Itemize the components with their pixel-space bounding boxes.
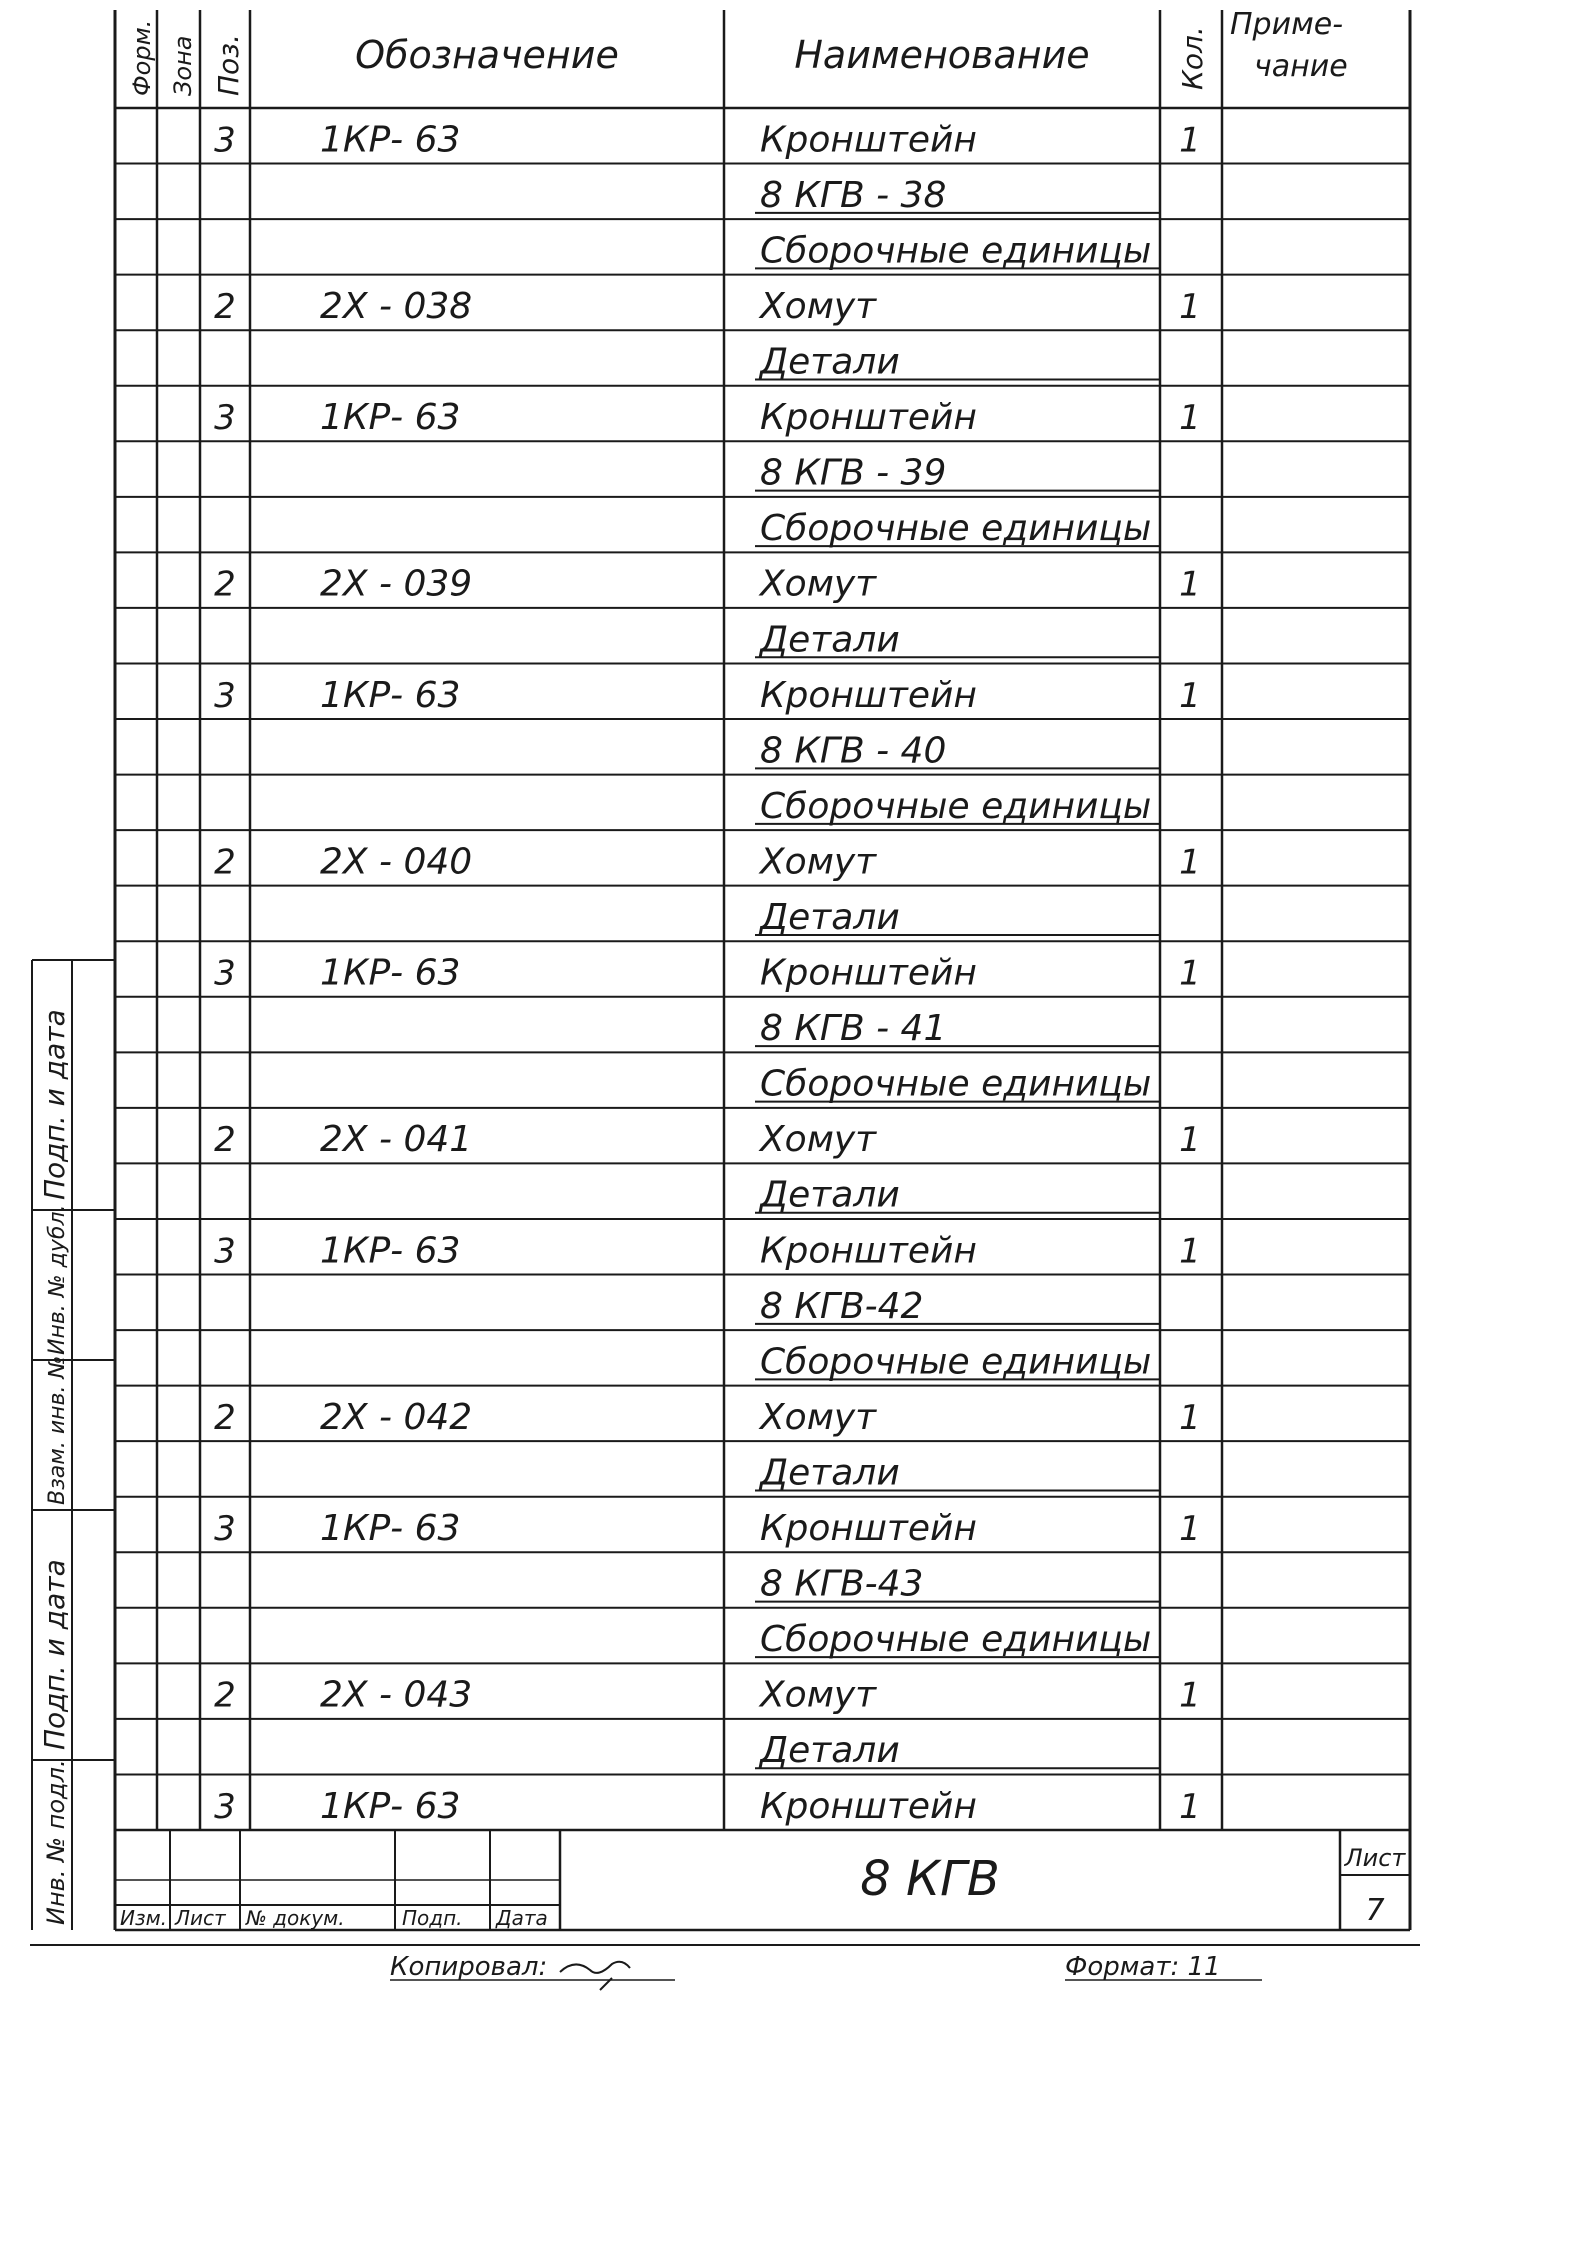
row-designation: 1КР- 63	[320, 119, 461, 161]
header-name: Наименование	[794, 33, 1090, 77]
table-row	[115, 775, 1410, 827]
row-pos: 3	[214, 1786, 236, 1827]
row-name: Сборочные единицы	[760, 508, 1152, 550]
column-lines	[157, 10, 1222, 1830]
header-format: Форм.	[128, 19, 156, 96]
row-name: 8 КГВ - 40	[760, 730, 947, 772]
row-name: Кронштейн	[760, 1508, 977, 1550]
row-name: Детали	[760, 619, 900, 661]
row-designation: 2Х - 039	[320, 563, 473, 605]
table-row	[115, 330, 1410, 382]
table-row	[115, 552, 1410, 604]
row-pos: 3	[214, 1231, 236, 1272]
row-pos: 3	[214, 675, 236, 716]
table-row	[115, 1441, 1410, 1493]
row-name: 8 КГВ-43	[760, 1563, 924, 1605]
table-row	[115, 1386, 1410, 1438]
table-row	[115, 441, 1410, 493]
header-zone: Зона	[169, 35, 197, 96]
tb-col-change: Изм.	[120, 1906, 168, 1930]
row-name: Кронштейн	[760, 1230, 977, 1272]
row-designation: 2Х - 040	[320, 841, 473, 883]
footer-format: Формат: 11	[1065, 1952, 1221, 1982]
row-name: Хомут	[760, 285, 877, 327]
copied-signature	[560, 1962, 630, 1990]
row-name: Кронштейн	[760, 1785, 977, 1827]
table-row	[115, 275, 1410, 327]
row-designation: 2Х - 042	[320, 1396, 473, 1438]
row-name: Хомут	[760, 563, 877, 605]
tb-col-sheet: Лист	[175, 1906, 226, 1930]
table-row	[115, 1552, 1410, 1604]
stamp-sign-date-2: Подп. и дата	[38, 1559, 71, 1750]
row-designation: 1КР- 63	[320, 1230, 461, 1272]
header-pos: Поз.	[212, 34, 245, 96]
table-row	[115, 663, 1410, 715]
row-pos: 2	[214, 842, 236, 883]
spec-rows	[115, 119, 1410, 1826]
row-name: 8 КГВ - 38	[760, 174, 947, 216]
row-pos: 3	[214, 120, 236, 161]
table-row	[115, 1719, 1410, 1771]
row-name: 8 КГВ - 39	[760, 452, 947, 494]
row-pos: 3	[214, 1509, 236, 1550]
footer-copied: Копировал:	[390, 1952, 548, 1982]
row-qty: 1	[1179, 675, 1201, 716]
row-pos: 3	[214, 398, 236, 439]
row-qty: 1	[1179, 1675, 1201, 1716]
row-pos: 2	[214, 1120, 236, 1161]
row-designation: 2Х - 041	[320, 1119, 473, 1161]
row-qty: 1	[1179, 842, 1201, 883]
row-name: Детали	[760, 897, 900, 939]
stamp-orig-inv: Инв. № подл.	[42, 1759, 70, 1925]
row-pos: 3	[214, 953, 236, 994]
stamp-sign-date-1: Подп. и дата	[38, 1009, 71, 1200]
row-name: Сборочные единицы	[760, 1619, 1152, 1661]
side-stamp-column	[32, 960, 115, 1930]
row-name: Хомут	[760, 1396, 877, 1438]
row-designation: 2Х - 038	[320, 285, 473, 327]
table-row	[115, 497, 1410, 549]
row-pos: 2	[214, 286, 236, 327]
row-designation: 1КР- 63	[320, 674, 461, 716]
row-designation: 1КР- 63	[320, 397, 461, 439]
row-qty: 1	[1179, 120, 1201, 161]
row-designation: 1КР- 63	[320, 952, 461, 994]
row-name: Кронштейн	[760, 674, 977, 716]
table-row	[115, 1052, 1410, 1104]
row-name: Хомут	[760, 1674, 877, 1716]
stamp-dup-inv: Инв. № дубл.	[45, 1204, 70, 1355]
table-row	[115, 386, 1410, 438]
stamp-replace-inv: Взам. инв. №	[45, 1355, 70, 1505]
row-pos: 2	[214, 1397, 236, 1438]
row-qty: 1	[1179, 1397, 1201, 1438]
row-name: Детали	[760, 1174, 900, 1216]
header-note-line1: Приме-	[1230, 7, 1344, 42]
row-name: Детали	[760, 341, 900, 383]
row-name: Кронштейн	[760, 119, 977, 161]
page-footer	[390, 1952, 1262, 1990]
header-designation: Обозначение	[355, 33, 619, 77]
row-designation: 1КР- 63	[320, 1785, 461, 1827]
row-name: Сборочные единицы	[760, 1341, 1152, 1383]
row-qty: 1	[1179, 1231, 1201, 1272]
row-qty: 1	[1179, 286, 1201, 327]
table-row	[115, 941, 1410, 993]
row-designation: 2Х - 043	[320, 1674, 473, 1716]
row-name: Хомут	[760, 1119, 877, 1161]
row-name: Детали	[760, 1730, 900, 1772]
table-row	[115, 1608, 1410, 1660]
table-row	[115, 219, 1410, 271]
table-row	[115, 1275, 1410, 1327]
table-row	[115, 830, 1410, 882]
tb-col-sign: Подп.	[402, 1906, 463, 1930]
row-qty: 1	[1179, 1509, 1201, 1550]
row-name: Сборочные единицы	[760, 785, 1152, 827]
row-designation: 1КР- 63	[320, 1508, 461, 1550]
row-name: Сборочные единицы	[760, 230, 1152, 272]
row-qty: 1	[1179, 1120, 1201, 1161]
table-row	[115, 608, 1410, 660]
row-qty: 1	[1179, 398, 1201, 439]
table-row	[115, 164, 1410, 216]
table-row	[115, 1330, 1410, 1382]
header-note-line2: чание	[1254, 49, 1348, 84]
table-row	[115, 1774, 1410, 1826]
row-qty: 1	[1179, 564, 1201, 605]
tb-col-date: Дата	[496, 1906, 548, 1930]
row-pos: 2	[214, 564, 236, 605]
table-row	[115, 719, 1410, 771]
title-block	[115, 1830, 1410, 1930]
table-row	[115, 1108, 1410, 1160]
header-qty: Кол.	[1176, 26, 1209, 90]
table-row	[115, 1497, 1410, 1549]
tb-col-doc: № докум.	[246, 1906, 345, 1930]
table-row	[115, 997, 1410, 1049]
table-row	[115, 886, 1410, 938]
table-header	[115, 7, 1410, 108]
row-name: Хомут	[760, 841, 877, 883]
table-row	[115, 1663, 1410, 1715]
table-row	[214, 119, 1201, 160]
table-row	[115, 1163, 1410, 1215]
row-pos: 2	[214, 1675, 236, 1716]
sheet-number: 7	[1365, 1893, 1385, 1928]
document-code: 8 КГВ	[860, 1851, 1000, 1907]
row-name: Сборочные единицы	[760, 1063, 1152, 1105]
row-name: Детали	[760, 1452, 900, 1494]
table-row	[115, 1219, 1410, 1271]
row-name: 8 КГВ - 41	[760, 1008, 947, 1050]
row-name: Кронштейн	[760, 397, 977, 439]
sheet-label: Лист	[1344, 1844, 1406, 1872]
row-qty: 1	[1179, 1786, 1201, 1827]
row-name: Кронштейн	[760, 952, 977, 994]
row-qty: 1	[1179, 953, 1201, 994]
row-name: 8 КГВ-42	[760, 1285, 924, 1327]
